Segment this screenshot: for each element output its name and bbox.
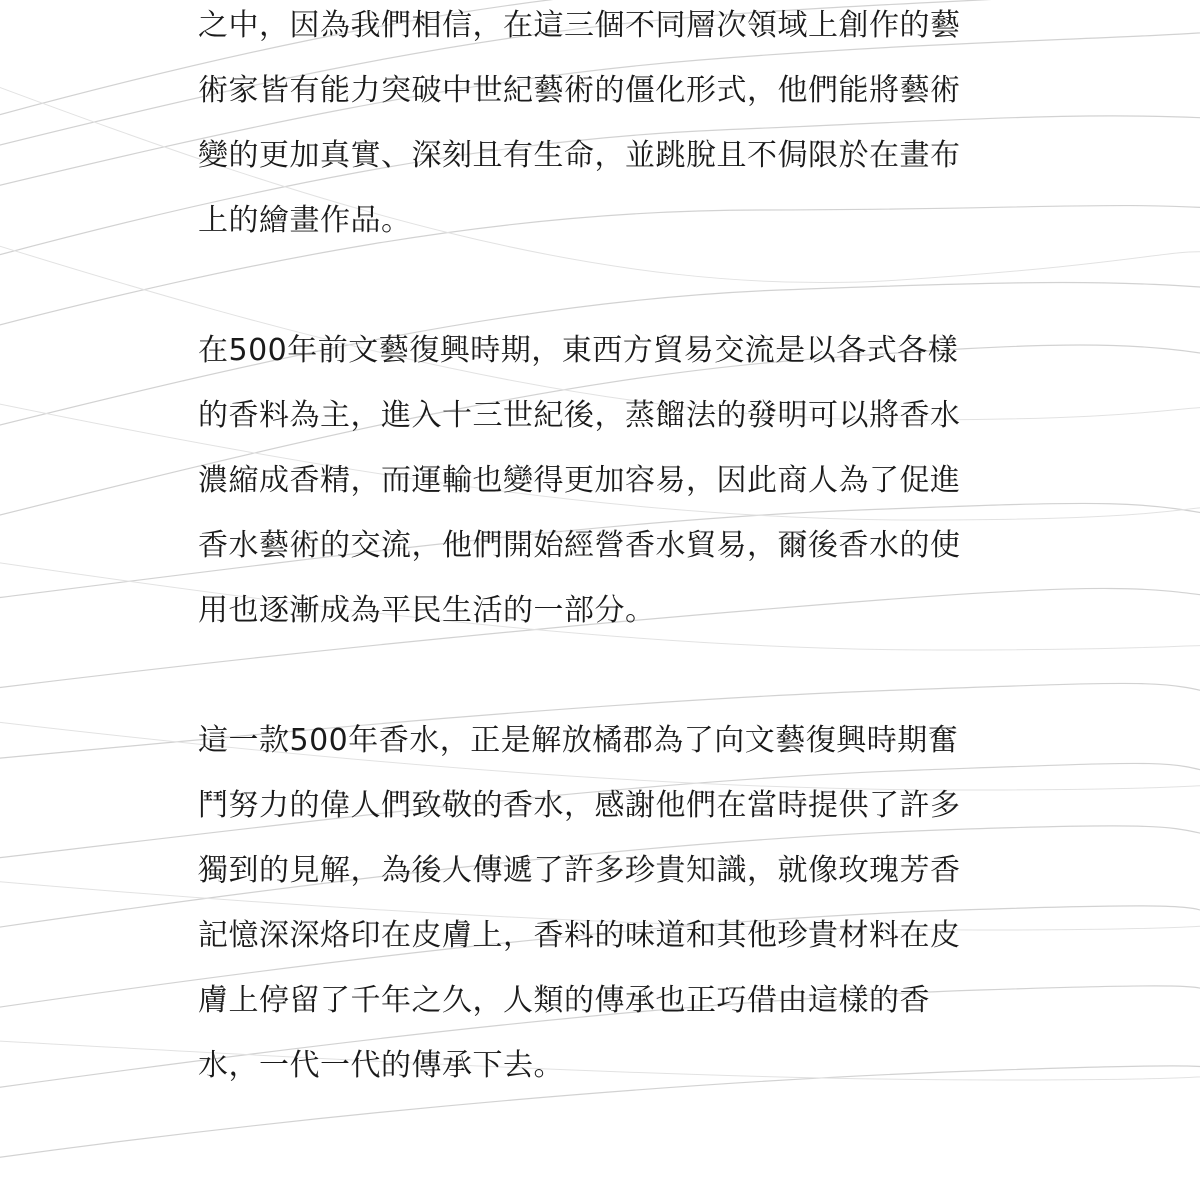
text-line: 膚上停留了千年之久，人類的傳承也正巧借由這樣的香	[198, 983, 930, 1018]
text-line: 在500年前文藝復興時期，東西方貿易交流是以各式各樣	[198, 333, 959, 368]
paragraph-1	[198, 0, 961, 253]
text-line: 之中，因為我們相信，在這三個不同層次領域上創作的藝	[198, 8, 961, 43]
text-line: 變的更加真實、深刻且有生命，並跳脫且不侷限於在畫布	[198, 138, 961, 173]
text-line: 水，一代一代的傳承下去。	[198, 1048, 564, 1083]
text-line: 濃縮成香精，而運輸也變得更加容易，因此商人為了促進	[198, 463, 961, 498]
text-line: 獨到的見解，為後人傳遞了許多珍貴知識，就像玫瑰芳香	[198, 853, 961, 888]
paragraph-2	[198, 318, 961, 643]
text-line: 用也逐漸成為平民生活的一部分。	[198, 593, 656, 628]
text-line: 香水藝術的交流，他們開始經營香水貿易，爾後香水的使	[198, 528, 961, 563]
text-line: 上的繪畫作品。	[198, 203, 412, 238]
text-line: 鬥努力的偉人們致敬的香水，感謝他們在當時提供了許多	[198, 788, 961, 823]
text-line: 術家皆有能力突破中世紀藝術的僵化形式，他們能將藝術	[198, 73, 961, 108]
text-line: 的香料為主，進入十三世紀後，蒸餾法的發明可以將香水	[198, 398, 961, 433]
text-line: 記憶深深烙印在皮膚上，香料的味道和其他珍貴材料在皮	[198, 918, 961, 953]
paragraph-3	[198, 708, 961, 1098]
text-line: 這一款500年香水，正是解放橘郡為了向文藝復興時期奮	[198, 723, 959, 758]
